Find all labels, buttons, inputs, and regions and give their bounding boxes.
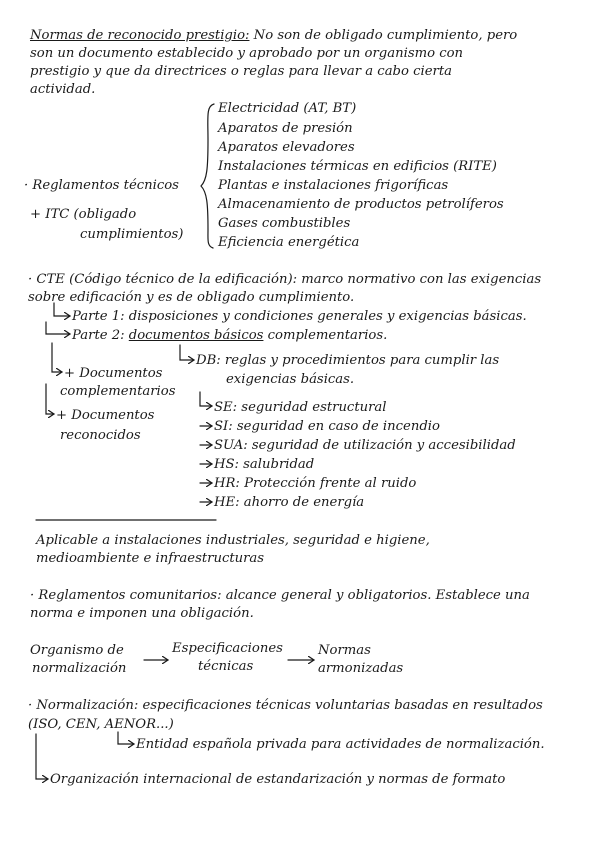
doc-rec-arrow-icon — [46, 384, 54, 414]
itc-line-2: cumplimientos) — [80, 227, 184, 242]
reglamento-item: Aparatos de presión — [218, 121, 353, 136]
normalizacion-line-2: (ISO, CEN, AENOR...) — [28, 717, 174, 732]
doc-reconocidos-1: + Documentos — [56, 408, 155, 423]
intro-line-3: prestigio y que da directrices o reglas para llevar a cabo cierta — [30, 64, 452, 79]
flow-normas-2: armonizadas — [318, 661, 404, 676]
db-item: HE: ahorro de energía — [214, 495, 365, 510]
comunitarios-line-2: norma e imponen una obligación. — [30, 606, 254, 621]
intro-line-1-rest: No son de obligado cumplimiento, pero — [249, 28, 518, 43]
doc-reconocidos-2: reconocidos — [60, 428, 141, 443]
normalizacion-line-1: · Normalización: especificaciones técnicas voluntarias basadas en resultados — [28, 698, 543, 713]
intro-heading: Normas de reconocido prestigio: — [30, 28, 250, 43]
doc-complementarios-2: complementarios — [60, 384, 176, 399]
parte-2-underlined: documentos básicos — [128, 328, 264, 343]
flow-organismo-2: normalización — [32, 661, 127, 676]
parte-2-suffix: complementarios. — [263, 328, 388, 343]
reglamento-item: Almacenamiento de productos petrolíferos — [218, 197, 504, 212]
cte-parte-1: Parte 1: disposiciones y condiciones generales y exigencias básicas. — [72, 309, 527, 324]
flow-especificaciones-1: Especificaciones — [172, 641, 283, 656]
db-item: SI: seguridad en caso de incendio — [214, 419, 440, 434]
cte-line-2: sobre edificación y es de obligado cumplimiento. — [28, 290, 355, 305]
parte-2-arrow-icon — [46, 322, 70, 334]
parte-2-prefix: Parte 2: — [72, 328, 129, 343]
db-line-2: exigencias básicas. — [226, 372, 355, 387]
db-line-1: DB: reglas y procedimientos para cumplir las — [196, 353, 500, 368]
reglamento-item: Electricidad (AT, BT) — [218, 101, 357, 116]
db-item: HS: salubridad — [214, 457, 315, 472]
iso-description: Organización internacional de estandarización y normas de formato — [50, 772, 506, 787]
reglamentos-label: · Reglamentos técnicos — [24, 178, 179, 193]
parte-1-arrow-icon — [54, 303, 70, 316]
cte-line-1: · CTE (Código técnico de la edificación): marco normativo con las exigencias — [28, 272, 542, 287]
reglamento-item: Aparatos elevadores — [218, 140, 355, 155]
reglamento-item: Eficiencia energética — [218, 235, 360, 250]
aenor-description: Entidad española privada para actividades de normalización. — [136, 737, 545, 752]
intro-line-2: son un documento establecido y aprobado por un organismo con — [30, 46, 464, 61]
flow-normas-1: Normas — [318, 643, 371, 658]
db-arrow-icon — [180, 345, 194, 360]
iso-arrow-icon — [36, 734, 48, 779]
db-item: HR: Protección frente al ruido — [214, 476, 417, 491]
flow-organismo-1: Organismo de — [30, 643, 124, 658]
aplicable-line-1: Aplicable a instalaciones industriales, seguridad e higiene, — [36, 533, 430, 548]
itc-line-1: + ITC (obligado — [30, 207, 137, 222]
reglamento-item: Plantas e instalaciones frigoríficas — [218, 178, 449, 193]
reglamento-item: Instalaciones térmicas en edificios (RITE) — [218, 159, 497, 174]
doc-comp-arrow-icon — [52, 343, 62, 372]
comunitarios-line-1: · Reglamentos comunitarios: alcance general y obligatorios. Establece una — [30, 588, 530, 603]
aplicable-line-2: medioambiente e infraestructuras — [36, 551, 265, 566]
brace-icon — [201, 104, 214, 248]
aenor-arrow-icon — [118, 732, 134, 744]
db-item: SE: seguridad estructural — [214, 400, 387, 415]
se-arrow-icon — [200, 392, 212, 406]
db-item: SUA: seguridad de utilización y accesibilidad — [214, 438, 516, 453]
reglamento-item: Gases combustibles — [218, 216, 351, 231]
flow-especificaciones-2: técnicas — [198, 659, 254, 674]
intro-line-4: actividad. — [30, 82, 96, 97]
doc-complementarios-1: + Documentos — [64, 366, 163, 381]
